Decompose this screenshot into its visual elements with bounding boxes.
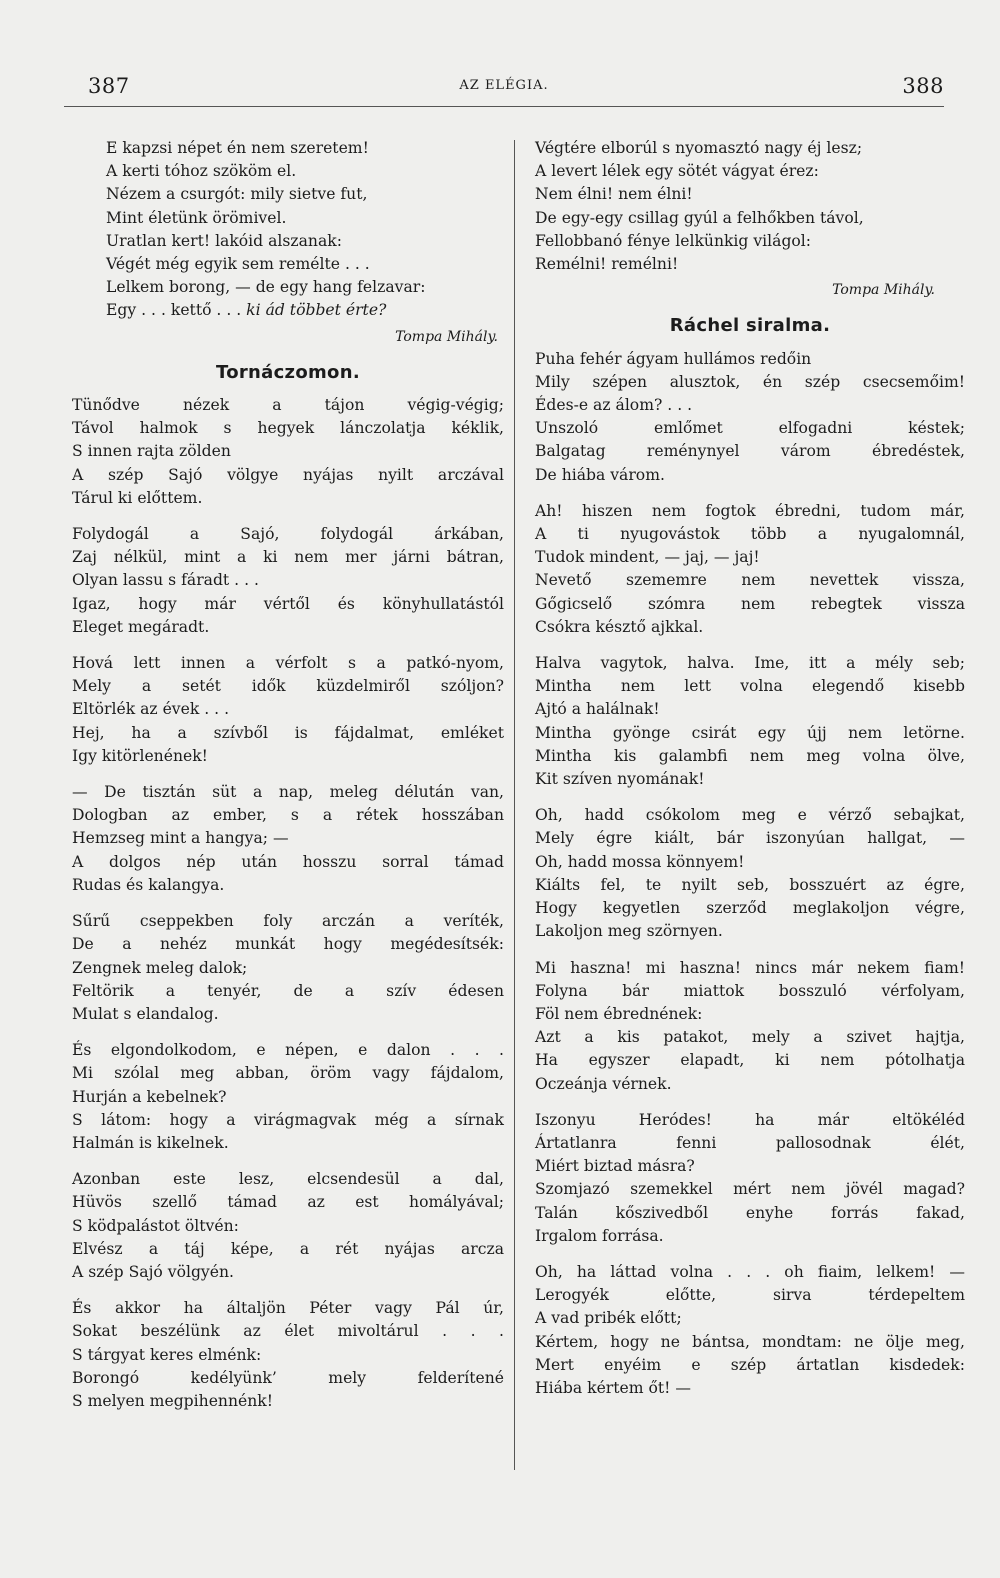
page-number-left: 387 bbox=[88, 74, 130, 98]
verse-line: Iszonyu Heródes! ha már eltökéléd bbox=[535, 1110, 965, 1129]
verse-line: Kértem, hogy ne bántsa, mondtam: ne ölje meg, bbox=[535, 1332, 965, 1351]
verse-line: Mintha kis galambfi nem meg volna ölve, bbox=[535, 746, 965, 765]
verse-line: Ártatlanra fenni pallosodnak élét, bbox=[535, 1133, 965, 1152]
verse-line: Dologban az ember, s a rétek hosszában bbox=[72, 806, 504, 825]
verse-line: Oh, ha láttad volna . . . oh fiaim, lelkem! — bbox=[535, 1262, 965, 1281]
verse-line: De hiába várom. bbox=[535, 465, 665, 484]
verse-line: Szomjazó szemekkel mért nem jövél magad? bbox=[535, 1180, 965, 1199]
verse-line: S melyen megpihennénk! bbox=[72, 1391, 273, 1410]
column-divider bbox=[514, 140, 515, 1470]
verse-line: Nézem a csurgót: mily sietve fut, bbox=[106, 185, 368, 204]
verse-line: Oczeánja vérnek. bbox=[535, 1074, 672, 1093]
verse-line: Csókra késztő ajkkal. bbox=[535, 617, 704, 636]
verse-line: És elgondolkodom, e népen, e dalon . . . bbox=[72, 1041, 504, 1060]
stanza-gap bbox=[72, 1026, 504, 1039]
verse-line: Lakoljon meg szörnyen. bbox=[535, 922, 723, 941]
verse-line: Hüvös szellő támad az est homályával; bbox=[72, 1193, 504, 1212]
verse-line: És akkor ha általjön Péter vagy Pál úr, bbox=[72, 1299, 504, 1318]
verse-line: Nem élni! nem élni! bbox=[535, 185, 693, 204]
verse-line: A ti nyugovástok több a nyugalomnál, bbox=[535, 525, 965, 544]
verse-line: S ködpalástot öltvén: bbox=[72, 1216, 239, 1235]
stanza-gap bbox=[535, 487, 965, 500]
verse-line: S látom: hogy a virágmagvak még a sírnak bbox=[72, 1110, 504, 1129]
author-attribution: Tompa Mihály. bbox=[395, 328, 498, 345]
stanza-gap bbox=[72, 510, 504, 523]
verse-line: A szép Sajó völgyén. bbox=[72, 1262, 234, 1281]
verse-line: Nevető szememre nem nevettek vissza, bbox=[535, 571, 965, 590]
verse-line: A levert lélek egy sötét vágyat érez: bbox=[535, 162, 819, 181]
verse-line: Tárul ki előttem. bbox=[72, 488, 203, 507]
verse-line: Föl nem ébrednének: bbox=[535, 1004, 703, 1023]
page-number-right: 388 bbox=[902, 74, 944, 98]
verse-line: Tudok mindent, — jaj, — jaj! bbox=[535, 548, 760, 567]
verse-line: Mintha nem lett volna elegendő kisebb bbox=[535, 677, 965, 696]
verse-line: Hemzseg mint a hangya; — bbox=[72, 829, 289, 848]
stanza bbox=[72, 652, 504, 768]
verse-line: Mulat s elandalog. bbox=[72, 1004, 219, 1023]
verse-line: Mint életünk örömivel. bbox=[106, 208, 287, 227]
verse-line: Mert enyéim e szép ártatlan kisdedek: bbox=[535, 1355, 965, 1374]
stanza-gap bbox=[72, 1284, 504, 1297]
verse-line: Oh, hadd mossa könnyem! bbox=[535, 852, 745, 871]
verse-line: Mely a setét idők küzdelmiről szóljon? bbox=[72, 677, 504, 696]
stanza bbox=[535, 804, 965, 943]
verse-line: Mi szólal meg abban, öröm vagy fájdalom, bbox=[72, 1064, 504, 1083]
verse-line: Fellobbanó fénye lelkünkig világol: bbox=[535, 231, 812, 250]
verse-line: Kit szíven nyomának! bbox=[535, 770, 705, 789]
right-column bbox=[535, 137, 965, 1400]
stanza bbox=[72, 394, 504, 510]
poem-fragment-right bbox=[535, 137, 965, 302]
verse-line: De egy-egy csillag gyúl a felhőkben távol, bbox=[535, 208, 864, 227]
verse-line: Gőgicselő szómra nem rebegtek vissza bbox=[535, 594, 965, 613]
verse-line: Hiába kértem őt! — bbox=[535, 1378, 691, 1397]
poem-title: Ráchel siralma. bbox=[669, 315, 831, 337]
verse-line: Elvész a táj képe, a rét nyájas arcza bbox=[72, 1239, 504, 1258]
poem-fragment-left bbox=[72, 137, 504, 349]
verse-line: Oh, hadd csókolom meg e vérző sebajkat, bbox=[535, 806, 965, 825]
verse-line: S innen rajta zölden bbox=[72, 442, 231, 461]
verse-line: Unszoló emlőmet elfogadni késtek; bbox=[535, 419, 965, 438]
left-column bbox=[72, 137, 504, 1413]
verse-line: Távol halmok s hegyek lánczolatja kéklik, bbox=[72, 419, 504, 438]
verse-line: Lerogyék előtte, sirva térdepeltem bbox=[535, 1286, 965, 1305]
verse-line: Igy kitörlenének! bbox=[72, 746, 208, 765]
verse-line: — De tisztán süt a nap, meleg délután van, bbox=[72, 783, 504, 802]
verse-line-start: Egy . . . kettő . . . bbox=[106, 301, 247, 320]
verse-line: Ha egyszer elapadt, ki nem pótolhatja bbox=[535, 1051, 965, 1070]
stanza-gap bbox=[535, 1096, 965, 1109]
verse-line: A dolgos nép után hosszu sorral támad bbox=[72, 852, 504, 871]
verse-line: Azt a kis patakot, mely a szivet hajtja, bbox=[535, 1028, 965, 1047]
verse-line: Mintha gyönge csirát egy újj nem letörne. bbox=[535, 723, 965, 742]
stanza-gap bbox=[72, 1155, 504, 1168]
verse-line: Zengnek meleg dalok; bbox=[72, 958, 248, 977]
verse-line: A vad pribék előtt; bbox=[535, 1309, 682, 1328]
verse-line: A kerti tóhoz szököm el. bbox=[106, 162, 297, 181]
stanza bbox=[72, 1168, 504, 1284]
verse-line: Hurján a kebelnek? bbox=[72, 1087, 227, 1106]
verse-line: Eltörlék az évek . . . bbox=[72, 700, 230, 719]
stanza-gap bbox=[535, 639, 965, 652]
verse-line: Folydogál a Sajó, folydogál árkában, bbox=[72, 525, 504, 544]
stanza bbox=[72, 781, 504, 897]
verse-line: Irgalom forrása. bbox=[535, 1226, 664, 1245]
verse-line: Ajtó a halálnak! bbox=[535, 700, 660, 719]
verse-line: Halva vagytok, halva. Ime, itt a mély seb; bbox=[535, 654, 965, 673]
verse-line: Azonban este lesz, elcsendesül a dal, bbox=[72, 1170, 504, 1189]
verse-line: Lelkem borong, — de egy hang felzavar: bbox=[106, 278, 426, 297]
author-attribution: Tompa Mihály. bbox=[832, 282, 935, 299]
verse-line: Miért biztad másra? bbox=[535, 1157, 695, 1176]
verse-line-italic: ki ád többet érte? bbox=[246, 301, 387, 320]
stanza-gap bbox=[535, 791, 965, 804]
verse-line: Puha fehér ágyam hullámos redőin bbox=[535, 349, 812, 368]
verse-line: Remélni! remélni! bbox=[535, 255, 679, 274]
verse-line: Olyan lassu s fáradt . . . bbox=[72, 571, 259, 590]
verse-line: Halmán is kikelnek. bbox=[72, 1133, 229, 1152]
stanza bbox=[72, 523, 504, 639]
verse-line: Rudas és kalangya. bbox=[72, 875, 225, 894]
verse-line: Uratlan kert! lakóid alszanak: bbox=[106, 231, 342, 250]
verse-line: Balgatag reménynyel várom ébredéstek, bbox=[535, 442, 965, 461]
stanza-gap bbox=[535, 1248, 965, 1261]
verse-line: Talán kőszivedből enyhe forrás fakad, bbox=[535, 1203, 965, 1222]
verse-line: Sokat beszélünk az élet mivoltárul . . . bbox=[72, 1322, 504, 1341]
verse-line: Ah! hiszen nem fogtok ébredni, tudom már, bbox=[535, 501, 965, 520]
verse-line: Folyna bár miattok bosszuló vérfolyam, bbox=[535, 981, 965, 1000]
stanza-gap bbox=[72, 639, 504, 652]
verse-line: De a nehéz munkát hogy megédesítsék: bbox=[72, 935, 504, 954]
stanza bbox=[535, 652, 965, 791]
verse-line: Zaj nélkül, mint a ki nem mer járni bátran, bbox=[72, 548, 504, 567]
stanza bbox=[72, 1297, 504, 1413]
stanza bbox=[535, 1109, 965, 1248]
verse-line: Hej, ha a szívből is fájdalmat, emléket bbox=[72, 723, 504, 742]
stanza-gap bbox=[72, 768, 504, 781]
verse-line: S tárgyat keres elménk: bbox=[72, 1345, 262, 1364]
stanza-gap bbox=[72, 897, 504, 910]
poem-title: Tornáczomon. bbox=[216, 361, 360, 383]
verse-line: Tünődve nézek a tájon végig-végig; bbox=[72, 396, 504, 415]
verse-line: Mily szépen alusztok, én szép csecsemőim! bbox=[535, 372, 965, 391]
poem-body bbox=[72, 394, 504, 1413]
stanza bbox=[535, 348, 965, 487]
stanza bbox=[535, 500, 965, 639]
verse-line: A szép Sajó völgye nyájas nyilt arczával bbox=[72, 465, 504, 484]
verse-line: Hogy kegyetlen szerződ meglakoljon végre, bbox=[535, 899, 965, 918]
stanza bbox=[535, 957, 965, 1096]
verse-line: Édes-e az álom? . . . bbox=[535, 396, 693, 415]
verse-line: E kapzsi népet én nem szeretem! bbox=[106, 139, 369, 157]
verse-line: Igaz, hogy már vértől és könyhullatástól bbox=[72, 594, 504, 613]
verse-line: Mely égre kiált, bár iszonyúan hallgat, — bbox=[535, 829, 965, 848]
verse-line: Végét még egyik sem remélte . . . bbox=[106, 255, 370, 274]
page-header bbox=[64, 68, 944, 108]
verse-line: Feltörik a tenyér, de a szív édesen bbox=[72, 981, 504, 1000]
poem-body bbox=[535, 348, 965, 1401]
verse-line bbox=[72, 299, 504, 322]
verse-line: Hová lett innen a vérfolt s a patkó-nyom, bbox=[72, 654, 504, 673]
stanza bbox=[72, 910, 504, 1026]
verse-line: Eleget megáradt. bbox=[72, 617, 210, 636]
verse-line: Kiálts fel, te nyilt seb, bosszuért az égre, bbox=[535, 875, 965, 894]
stanza bbox=[72, 1039, 504, 1155]
stanza bbox=[535, 1261, 965, 1400]
header-rule bbox=[64, 106, 944, 107]
verse-line: Végtére elborúl s nyomasztó nagy éj lesz; bbox=[535, 139, 863, 157]
verse-line: Mi haszna! mi haszna! nincs már nekem fiam! bbox=[535, 958, 965, 977]
stanza-gap bbox=[535, 944, 965, 957]
verse-line: Borongó kedélyünk’ mely felderítené bbox=[72, 1368, 504, 1387]
running-head: AZ ELÉGIA. bbox=[459, 78, 549, 93]
verse-line: Sűrű cseppekben foly arczán a veríték, bbox=[72, 912, 504, 931]
